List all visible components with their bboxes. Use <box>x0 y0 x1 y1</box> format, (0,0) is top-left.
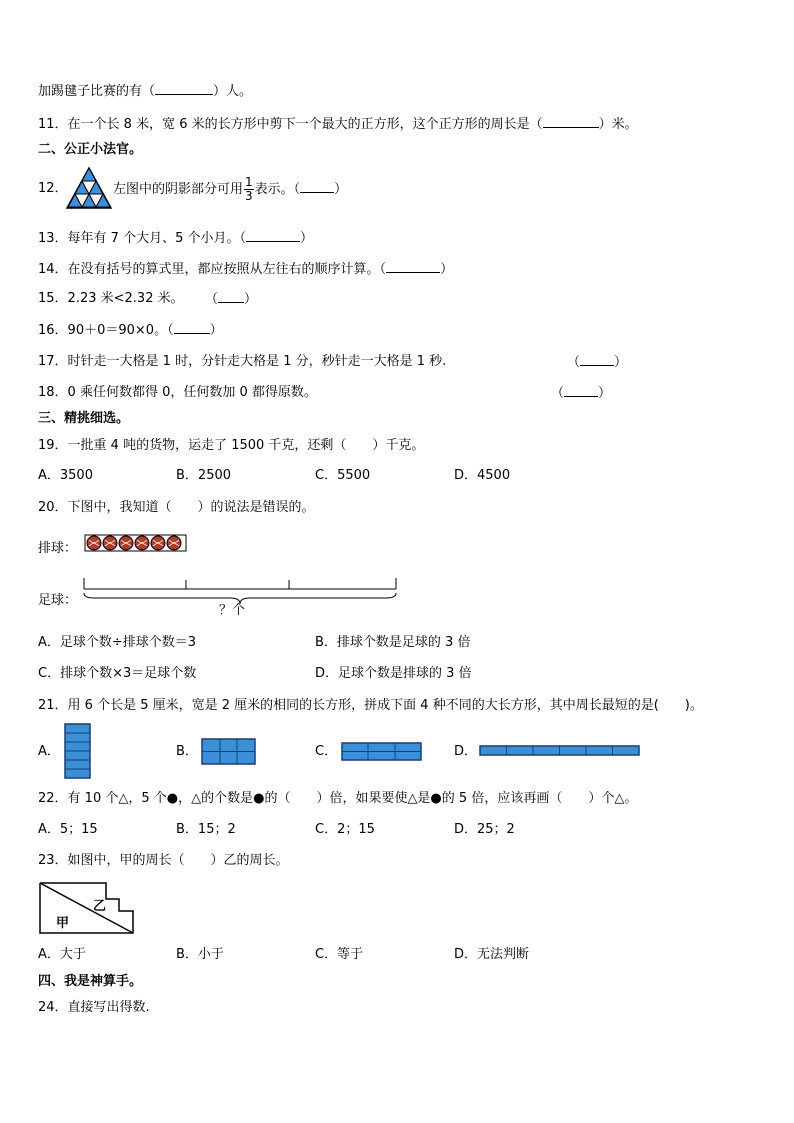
fraction-numerator: 1 <box>245 175 253 189</box>
q20-option-d[interactable]: D．足球个数是排球的 3 倍 <box>315 666 472 681</box>
q21-number: 21． <box>38 698 68 713</box>
q14-text: 在没有括号的算式里，都应按照从左往右的顺序计算。（ <box>67 262 387 277</box>
fraction-denominator: 3 <box>245 189 253 203</box>
unknown-count-label: ？个 <box>219 603 246 618</box>
q17-answer-blank[interactable] <box>580 353 614 366</box>
q21-figure-d <box>479 745 641 757</box>
q18-number: 18． <box>38 385 68 400</box>
question-21 <box>38 697 703 715</box>
q15-paren-close: ） <box>244 292 258 307</box>
question-23 <box>38 852 289 870</box>
q24-text: 直接写出得数. <box>67 1000 150 1015</box>
q17-answer <box>567 353 627 372</box>
q12-answer-blank[interactable] <box>300 180 334 193</box>
q22-option-d[interactable]: D．25；2 <box>454 822 515 837</box>
q16-number: 16． <box>38 323 68 338</box>
q19-text: 一批重 4 吨的货物，运走了 1500 千克，还剩（ ）千克。 <box>67 438 425 453</box>
section-3-title: 三、精挑细选。 <box>38 411 130 426</box>
q11-answer-blank[interactable] <box>543 115 599 128</box>
question-11 <box>38 115 638 134</box>
q16-paren-close: ） <box>209 323 223 338</box>
q21-figure-a <box>64 723 92 781</box>
q22-option-b[interactable]: B．15；2 <box>176 822 236 837</box>
q15-text: 2.23 米<2.32 米。 <box>67 291 184 306</box>
question-13 <box>38 229 313 248</box>
q12-text-end: 表示。（ <box>254 182 301 197</box>
question-18 <box>38 384 317 402</box>
question-16 <box>38 321 223 340</box>
q20-text: 下图中，我知道（ ）的说法是错误的。 <box>67 500 315 515</box>
q23-text: 如图中，甲的周长（ ）乙的周长。 <box>67 853 289 868</box>
q18-paren-open: （ <box>551 386 565 401</box>
q17-text: 时针走一大格是 1 时，分针走大格是 1 分，秒针走一大格是 1 秒. <box>67 354 447 369</box>
q17-paren-open: （ <box>567 355 581 370</box>
section-4-title: 四、我是神算手。 <box>38 974 143 989</box>
question-15 <box>38 290 184 308</box>
volleyball-row <box>84 532 188 554</box>
q21-option-d[interactable]: D． <box>454 744 478 759</box>
q22-option-c[interactable]: C．2；15 <box>315 822 375 837</box>
question-19 <box>38 437 424 455</box>
q18-answer-blank[interactable] <box>564 384 598 397</box>
q10-tail <box>38 82 252 101</box>
q18-answer <box>551 384 611 403</box>
q19-option-b[interactable]: B．2500 <box>176 468 232 483</box>
q23-figure <box>38 880 136 936</box>
question-17 <box>38 353 446 371</box>
q17-paren-close: ） <box>614 355 628 370</box>
q19-option-d[interactable]: D．4500 <box>454 468 511 483</box>
football-label: 足球： <box>38 593 78 608</box>
q23-option-d[interactable]: D．无法判断 <box>454 947 530 962</box>
q10-text: 加踢毽子比赛的有（ <box>38 84 156 99</box>
q19-option-a[interactable]: A．3500 <box>38 468 93 483</box>
q23-option-b[interactable]: B．小于 <box>176 947 224 962</box>
q22-text: 有 10 个△，5 个●，△的个数是●的（ ）倍，如果要使△是●的 5 倍，应该再画（ ）个△。 <box>67 791 638 806</box>
q22-option-a[interactable]: A．5；15 <box>38 822 98 837</box>
q11-number: 11． <box>38 117 68 132</box>
q21-figure-b <box>201 738 257 766</box>
q14-paren-close: ） <box>440 262 454 277</box>
q12-number: 12． <box>38 181 68 196</box>
section-2-title: 二、公正小法官。 <box>38 142 143 157</box>
q15-answer-blank[interactable] <box>218 290 244 303</box>
q10-text-end: ）人。 <box>213 84 253 99</box>
q20-option-c[interactable]: C．排球个数×3＝足球个数 <box>38 666 197 681</box>
q21-option-b[interactable]: B． <box>176 744 198 759</box>
one-third-fraction <box>244 176 254 203</box>
q21-option-c[interactable]: C． <box>315 744 338 759</box>
question-12 <box>38 180 68 198</box>
q18-text: 0 乘任何数都得 0，任何数加 0 都得原数。 <box>67 385 317 400</box>
triangle-figure <box>66 166 112 210</box>
q21-figure-c <box>341 742 423 762</box>
q24-number: 24． <box>38 1000 68 1015</box>
q20-number: 20． <box>38 500 68 515</box>
q17-number: 17． <box>38 354 68 369</box>
q11-text-end: ）米。 <box>598 117 638 132</box>
q23-option-c[interactable]: C．等于 <box>315 947 364 962</box>
q20-option-a[interactable]: A．足球个数÷排球个数＝3 <box>38 635 197 650</box>
label-yi: 乙 <box>93 899 107 914</box>
q19-option-c[interactable]: C．5500 <box>315 468 371 483</box>
question-14 <box>38 260 453 279</box>
q11-text: 在一个长 8 米，宽 6 米的长方形中剪下一个最大的正方形，这个正方形的周长是（ <box>67 117 543 132</box>
q18-paren-close: ） <box>598 386 612 401</box>
volleyball-label: 排球： <box>38 541 78 556</box>
q12-paren-close: ） <box>334 182 348 197</box>
q13-answer-blank[interactable] <box>246 229 300 242</box>
q21-option-a[interactable]: A． <box>38 744 60 759</box>
label-jia: 甲 <box>56 916 70 931</box>
q20-option-b[interactable]: B．排球个数是足球的 3 倍 <box>315 635 471 650</box>
q14-number: 14． <box>38 262 68 277</box>
q15-number: 15． <box>38 291 68 306</box>
q23-option-a[interactable]: A．大于 <box>38 947 86 962</box>
question-22 <box>38 790 637 808</box>
q16-answer-blank[interactable] <box>174 321 210 334</box>
q12-text: 左图中的阴影部分可用 <box>113 182 244 197</box>
question-20 <box>38 499 315 517</box>
q10-answer-blank[interactable] <box>155 82 213 95</box>
q13-number: 13． <box>38 231 68 246</box>
q23-number: 23． <box>38 853 68 868</box>
q15-answer <box>205 290 257 309</box>
q14-answer-blank[interactable] <box>386 260 440 273</box>
q21-text: 用 6 个长是 5 厘米，宽是 2 厘米的相同的长方形，拼成下面 4 种不同的大长方形，其中周长最短的是( )。 <box>67 698 703 713</box>
q13-paren-close: ） <box>300 231 314 246</box>
q13-text: 每年有 7 个大月、5 个小月。（ <box>67 231 246 246</box>
q19-number: 19． <box>38 438 68 453</box>
question-24 <box>38 999 150 1017</box>
q22-number: 22． <box>38 791 68 806</box>
q16-text: 90＋0＝90×0。（ <box>67 323 174 338</box>
q15-paren-open: （ <box>205 292 219 307</box>
q12-statement <box>113 176 347 203</box>
